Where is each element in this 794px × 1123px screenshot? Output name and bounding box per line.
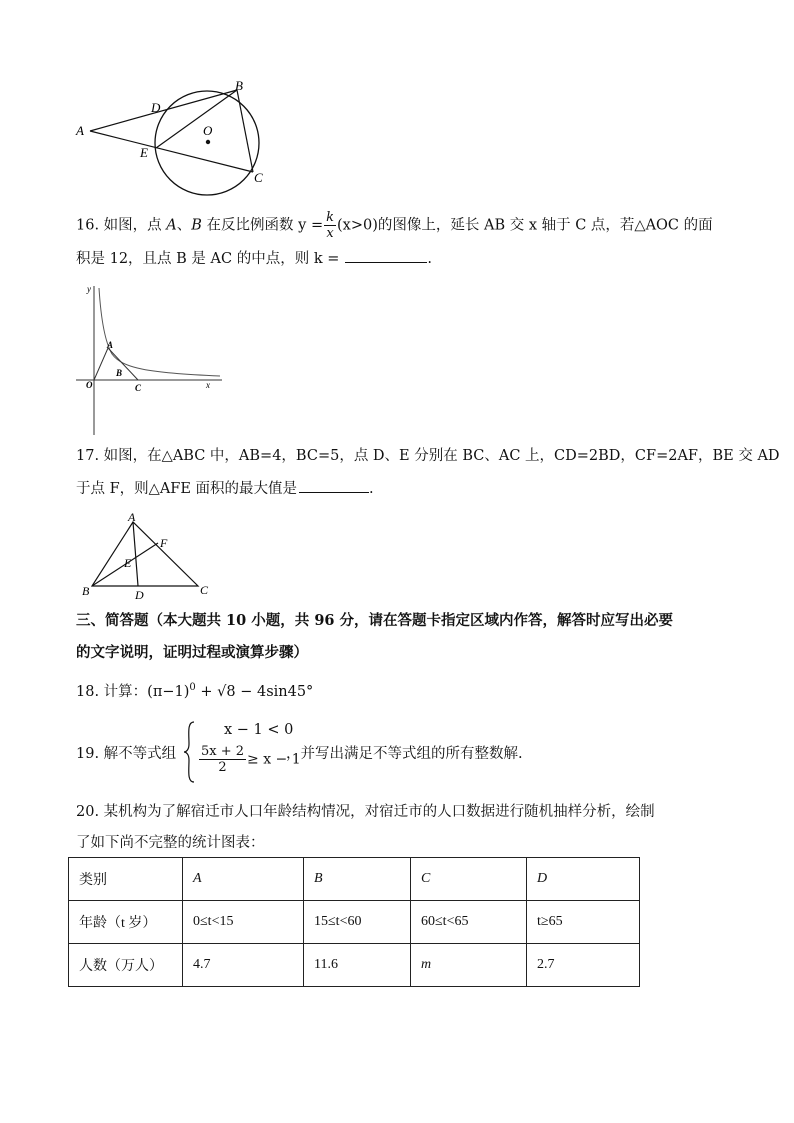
table-cell: 60≤t<65: [411, 901, 527, 944]
triangle-abc: [92, 522, 198, 586]
fig15-label-a: A: [76, 123, 84, 138]
fig16-label-y: y: [87, 284, 91, 294]
fig17-label-c: C: [200, 583, 209, 597]
q16-text-d: 积是 12，且点 B 是 AC 的中点，则 k =: [76, 251, 340, 267]
table-cell: t≥65: [527, 901, 640, 944]
q17-text: 于点 F，则△AFE 面积的最大值是: [76, 481, 298, 497]
table-cell: 类别: [69, 858, 183, 901]
table-row: [69, 901, 640, 944]
q18-prefix: 18. 计算：: [76, 683, 148, 700]
q16-point-b: B: [191, 217, 202, 234]
table-cell: 15≤t<60: [304, 901, 411, 944]
fig16-label-a: A: [107, 340, 114, 350]
segment-bc: [237, 90, 253, 172]
segment-be: [156, 90, 237, 148]
fig17-label-e: E: [124, 556, 132, 570]
fig15-label-o: O: [203, 123, 213, 138]
q16-period: .: [427, 251, 432, 267]
section3-line1: 三、简答题（本大题共 10 小题，共 96 分，请在答题卡指定区域内作答，解答时应写出必要: [76, 612, 674, 629]
table-cell: A: [183, 858, 304, 901]
fig15-label-b: B: [235, 78, 243, 93]
segment-oa: [94, 348, 108, 380]
fig15-label-c: C: [254, 170, 263, 185]
fig15-label-e: E: [140, 145, 148, 160]
q19-suffix: ，并写出满足不等式组的所有整数解.: [286, 746, 523, 762]
fig17-label-a: A: [128, 510, 136, 524]
fig17-label-d: D: [135, 588, 144, 600]
q18-exponent: 0: [189, 682, 196, 693]
table-cell: 0≤t<15: [183, 901, 304, 944]
q20-line1: 20. 某机构为了解宿迁市人口年龄结构情况，对宿迁市的人口数据进行随机抽样分析，绘制: [76, 804, 655, 820]
q16-line2: [76, 248, 432, 269]
q18-line: [76, 678, 313, 702]
q16-text-c: 的图像上，延长 AB 交 x 轴于 C 点，若△AOC 的面: [377, 217, 713, 234]
fig16-label-x: x: [206, 380, 210, 390]
q19-ineq2-rhs: ≥ x − 1: [247, 751, 301, 768]
q19-fraction: [199, 744, 246, 775]
q17-period: .: [369, 481, 374, 497]
q17-answer-blank[interactable]: [299, 478, 369, 493]
age-structure-table: [68, 857, 640, 987]
q16-text-b: 在反比例函数 y =: [201, 217, 324, 234]
hyperbola-figure: [72, 280, 232, 440]
q18-expr-a: (π−1): [147, 683, 190, 700]
center-dot: [206, 140, 210, 144]
table-cell: 2.7: [527, 944, 640, 987]
fig16-label-b: B: [116, 368, 123, 378]
fig17-label-f: F: [160, 536, 168, 550]
segment-ad: [133, 522, 138, 586]
q19-inequality-1: x − 1 < 0: [224, 722, 294, 738]
table-cell: 人数（万人）: [69, 944, 183, 987]
hyperbola-curve: [99, 288, 220, 376]
q16-sep: 、: [176, 217, 192, 234]
table-row: [69, 858, 640, 901]
q16-line1: [76, 210, 713, 241]
q19-prefix: 19. 解不等式组: [76, 746, 177, 762]
section3-line2: 的文字说明，证明过程或演算步骤）: [76, 644, 308, 661]
fig16-label-c: C: [135, 383, 142, 393]
table-cell: m: [411, 944, 527, 987]
table-row: [69, 944, 640, 987]
system-brace: [182, 720, 196, 784]
q20-line2: 了如下尚不完整的统计图表：: [76, 835, 265, 851]
triangle-figure: [78, 510, 218, 600]
table-cell: 4.7: [183, 944, 304, 987]
q19-frac-den: 2: [218, 760, 227, 775]
table-cell: B: [304, 858, 411, 901]
segment-ac: [108, 348, 138, 380]
q19-frac-num: 5x + 2: [201, 744, 245, 759]
fig16-label-o: O: [86, 380, 93, 390]
q16-text-a: 16. 如图，点: [76, 217, 167, 234]
table-cell: C: [411, 858, 527, 901]
fig15-label-d: D: [151, 100, 161, 115]
q16-point-a: A: [166, 217, 177, 234]
q16-condition: (x>0): [336, 217, 378, 234]
table-cell: 11.6: [304, 944, 411, 987]
circle-secant-figure: [70, 78, 270, 198]
fig17-label-b: B: [82, 584, 90, 598]
q18-expr-b: + √8 − 4sin45°: [195, 683, 314, 700]
table-cell: D: [527, 858, 640, 901]
q16-frac-den: x: [326, 226, 334, 241]
q16-frac-num: k: [326, 210, 334, 225]
q17-line2: [76, 478, 374, 499]
q16-answer-blank[interactable]: [345, 248, 427, 263]
q17-line1: 17. 如图，在△ABC 中，AB=4，BC=5，点 D、E 分别在 BC、AC 上，CD=2BD，CF=2AF，BE 交 AD: [76, 448, 780, 464]
q16-fraction: [324, 210, 336, 241]
segment-ab: [90, 90, 237, 131]
table-cell: 年龄（t 岁）: [69, 901, 183, 944]
